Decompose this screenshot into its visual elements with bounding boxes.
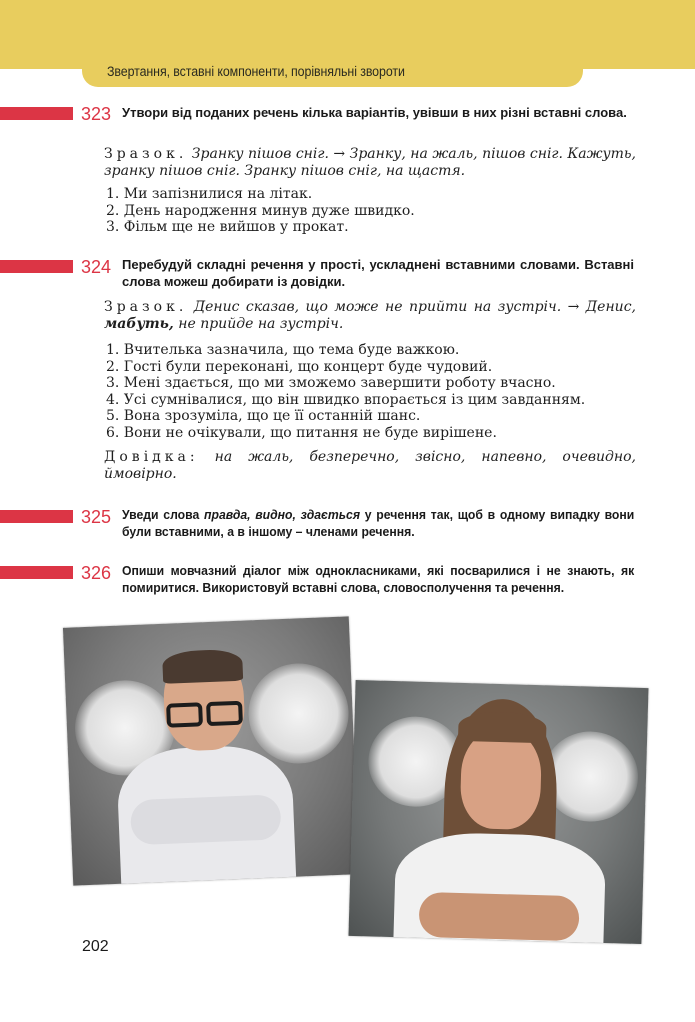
page-number: 202 (82, 938, 109, 955)
head (460, 728, 543, 830)
list-item: 4. Усі сумнівалися, що він швидко впорається із цим завданням. (106, 391, 586, 408)
task-instruction: Перебудуй складні речення у прості, ускладнені вставними словами. Вставні слова можеш добирати із довідки. (122, 257, 634, 289)
task-number: 324 (81, 257, 112, 277)
photo-angry-boy (63, 616, 359, 885)
reference-text: на жаль, безперечно, звісно, напевно, очевидно, ймовірно. (104, 449, 636, 482)
instruction-before: Уведи слова (122, 507, 200, 522)
steam-right (542, 730, 639, 823)
list-item: 3. Мені здається, що ми зможемо завершити роботу вчасно. (106, 375, 556, 391)
instruction-after: у речення так, щоб в одному випадку вони були вставними, а в іншому – членами речення. (122, 507, 635, 539)
task-instruction: Опиши мовчазний діалог між однокласниками, які посварилися і не знають, як помиритися. Використовуй вставні слова, словосполучення та речення. (122, 563, 635, 595)
task-marker-bar (0, 510, 73, 523)
crossed-arms (418, 892, 579, 941)
list-item: 6. Вони не очікували, що питання не буде вирішене. (106, 424, 497, 441)
sample-text-before: Денис сказав, що може не прийти на зустріч. → Денис, (193, 299, 636, 315)
sample-text: Зранку пішов сніг. → Зранку, на жаль, пішов сніг. Кажуть, зранку пішов сніг. Зранку пішов сніг, на щастя. (104, 146, 636, 179)
sentence-list (106, 186, 415, 236)
task-instruction (122, 506, 634, 540)
list-item: 1. Ми запізнилися на літак. (106, 186, 313, 202)
sample-label: Зразок. (104, 299, 188, 315)
task-marker-bar (0, 260, 73, 273)
hair (162, 649, 243, 684)
sample-text-bold: мабуть, (104, 316, 174, 332)
sample-text-after: не прийде на зустріч. (178, 316, 344, 332)
reference-label: Довідка: (104, 449, 199, 465)
glasses-right (206, 701, 243, 726)
task-number: 323 (81, 104, 112, 124)
instruction-italic: правда, видно, здається (204, 507, 361, 522)
sentence-list (106, 342, 585, 441)
task-number: 326 (81, 563, 112, 583)
list-item: 2. День народження минув дуже швидко. (106, 202, 415, 219)
steam-right (247, 661, 351, 765)
glasses-left (166, 702, 203, 727)
list-item: 3. Фільм ще не вийшов у прокат. (106, 219, 349, 235)
task-marker-bar (0, 566, 73, 579)
list-item: 2. Гості були переконані, що концерт буде чудовий. (106, 358, 493, 375)
header-band (0, 0, 695, 69)
chapter-title: Звертання, вставні компоненти, порівняльні звороти (107, 64, 405, 79)
crossed-arms (130, 794, 282, 845)
task-number: 325 (81, 507, 112, 527)
photo-angry-girl (348, 680, 648, 944)
sample-label: Зразок. (104, 146, 188, 162)
task-sample (104, 299, 636, 333)
list-item: 5. Вона зрозуміла, що це її останній шанс. (106, 408, 421, 424)
task-marker-bar (0, 107, 73, 120)
task-sample (104, 146, 636, 180)
list-item: 1. Вчителька зазначила, що тема буде важкою. (106, 342, 460, 358)
reference-box (104, 449, 636, 483)
task-instruction: Утвори від поданих речень кілька варіантів, увівши в них різні вставні слова. (122, 105, 627, 120)
